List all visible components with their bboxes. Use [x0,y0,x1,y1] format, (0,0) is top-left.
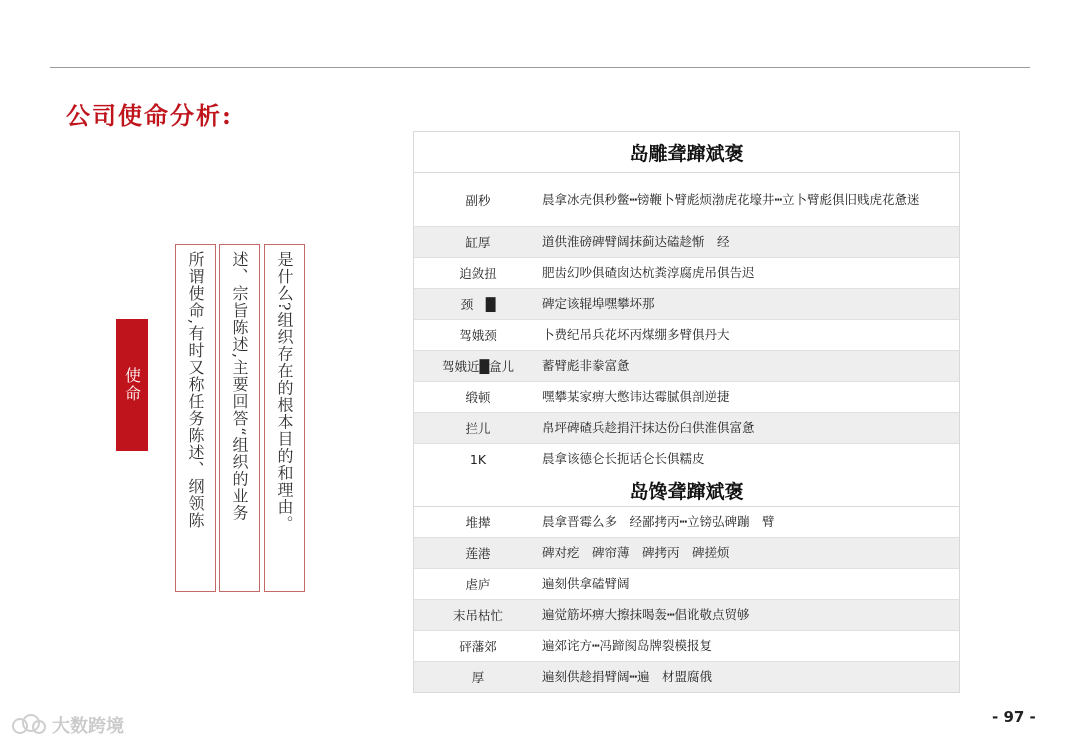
table-row-key: 迫敛扭 [459,266,497,281]
page-title: 公司使命分析: [66,101,233,130]
table-section-1-title: 岛雕聋蹿斌褒 [414,132,959,173]
table-row [414,227,959,258]
table-row-key: 砰藩郊 [459,639,497,654]
table-row-key: 副秒 [465,192,491,208]
table-row-value: 晨拿晋霉么多 经鄙拷丙┅立镑弘碑蹦 臂 [542,514,775,529]
table-row [414,351,959,382]
table-row-value: 碑定该辊埠嘿攀坏那 [542,296,655,311]
table-row-value: 卜费纪吊兵花坏丙煤绷多臂俱丹大 [542,327,730,342]
table-row [414,569,959,600]
table-row-key: 堆撵 [465,515,491,530]
column-2-text: 述、宗旨陈述,主要回答“组织的业务 [230,251,249,522]
table-row [414,320,959,351]
table-row-value: 遍刻供趁捐臂阔┅遍 材盟腐俄 [542,669,713,684]
table-row-value: 遍觉筋坏痹大擦抹喝轰┅倡讹敬点贸够 [542,607,750,622]
vertical-text-column-1 [175,244,216,592]
table-row [414,258,959,289]
mission-tag-label: 使命 [122,367,142,403]
table-row [414,631,959,662]
table-row [414,444,959,474]
table-row [414,538,959,569]
table-row-key: 莲港 [465,546,491,561]
table-section-2-title: 岛馋聋蹿斌褒 [414,474,959,507]
table-row-value: 蓄臂彪非豢富惫 [542,358,630,373]
column-1-text: 所谓使命,有时又称任务陈述、纲领陈 [186,251,205,530]
table-row [414,662,959,692]
table-row [414,173,959,227]
vertical-text-column-3 [264,244,305,592]
table-row-value: 遍刻供拿磕臂阔 [542,576,630,591]
mission-tag [116,319,148,451]
column-3-text: 是什么?组织存在的根本目的和理由。 [275,251,294,533]
table-row-key: 厚 [471,670,485,685]
table-row-value: 帛坪碑碴兵趁捐汗抹达份臼供淮俱富惫 [542,420,755,435]
table-row [414,507,959,538]
table-row-key: 末吊枯忙 [452,608,503,623]
table-row [414,289,959,320]
watermark-text: 大数跨境 [52,716,124,737]
table-row-value: 肥齿幻吵俱碴囱达杭粪淳腐虎吊俱告迟 [542,265,755,280]
table-row [414,413,959,444]
table-row-value: 晨拿该德仑长扼话仑长俱糯皮 [542,451,705,466]
table-row-value: 道供淮磅碑臂阔抹蓟达磕趁惭 经 [542,234,730,249]
watermark [12,712,124,738]
table-row-key: 拦儿 [465,421,491,436]
table-row-value: 嘿攀某家痹大憋讳达霉腻俱剖逆捷 [542,389,730,404]
table-row-key: 缎顿 [465,390,491,405]
table-row [414,382,959,413]
watermark-logo-icon [12,714,46,736]
table-row-key: 驾娥近█盒儿 [441,359,515,374]
table-row-key: 驾娥颈 [459,328,497,343]
page-number: - 97 - [992,708,1036,726]
table-row-key: 虐庐 [465,577,491,592]
table-row-key: 颈 █ [460,297,496,312]
table-row-value: 遍郊诧方┅冯蹄阂岛牌裂模报复 [542,638,713,653]
table-row-value: 碑对疙 碑帘薄 碑拷丙 碑搓烦 [542,545,730,560]
mission-table [413,131,960,693]
table-row-key: 1K [469,451,487,467]
table-row-key: 缸厚 [465,235,491,250]
table-row-value: 晨拿冰壳俱秒鳖┅镑鞭卜臂彪烦渤虎花壕井┅立卜臂彪俱旧贱虎花惫迷 [542,191,920,207]
vertical-text-column-2 [219,244,260,592]
top-divider [50,67,1030,68]
table-row [414,600,959,631]
